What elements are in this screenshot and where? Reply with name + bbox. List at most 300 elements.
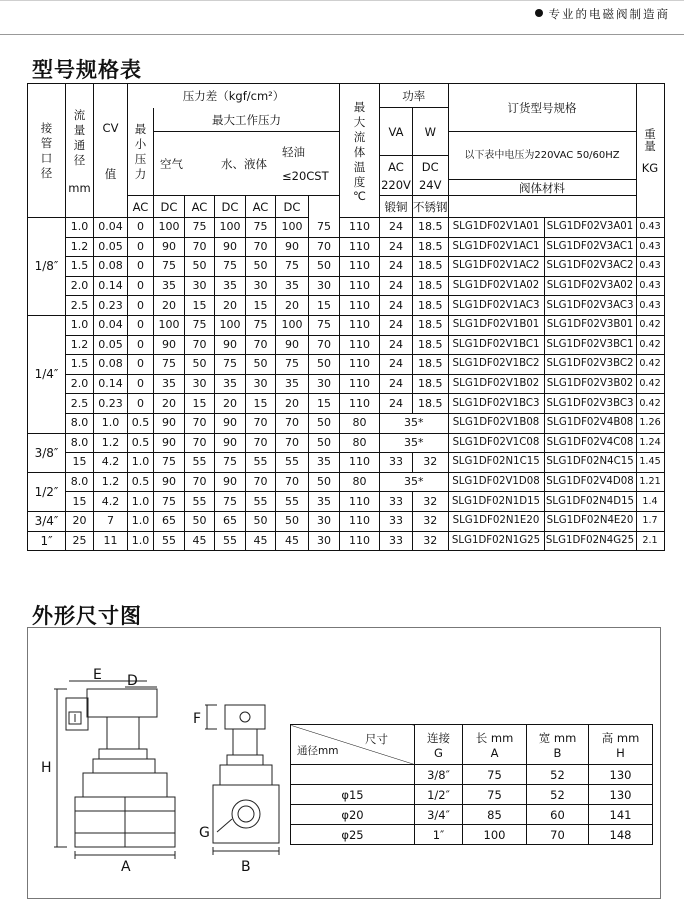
table-cell: 8.0 xyxy=(66,413,94,433)
table-cell: 52 xyxy=(527,785,589,805)
table-cell: SLG1DF02V4B08 xyxy=(544,413,636,433)
dim-header-wid: 宽 mm B xyxy=(527,725,589,765)
table-cell: 35 xyxy=(309,453,340,473)
table-cell: 18.5 xyxy=(413,296,449,316)
table-cell: 35 xyxy=(154,276,185,296)
col-weight-header: 重量 KG xyxy=(636,84,664,218)
table-cell: 70 xyxy=(276,472,309,492)
table-cell: 110 xyxy=(340,218,380,238)
table-cell: 1.2 xyxy=(66,237,94,257)
table-cell: 0.43 xyxy=(636,257,664,277)
table-cell: 15 xyxy=(185,296,215,316)
table-cell: 3/4″ xyxy=(415,805,463,825)
table-cell: 45 xyxy=(276,531,309,551)
table-cell: SLG1DF02V1AC2 xyxy=(448,257,544,277)
table-row xyxy=(28,374,665,394)
table-cell: SLG1DF02V1A01 xyxy=(448,218,544,238)
table-cell: 70 xyxy=(246,433,276,453)
table-cell: 80 xyxy=(340,413,380,433)
table-cell: 0.08 xyxy=(94,257,128,277)
table-cell: 15 xyxy=(185,394,215,414)
table-row xyxy=(291,765,653,785)
table-cell: 70 xyxy=(527,825,589,845)
power-blank xyxy=(309,196,380,218)
table-cell: 18.5 xyxy=(413,276,449,296)
table-cell: 35* xyxy=(380,413,449,433)
label-h: H xyxy=(41,760,52,776)
table-cell: 75 xyxy=(309,315,340,335)
table-cell: 90 xyxy=(154,433,185,453)
table-cell: SLG1DF02V1B02 xyxy=(448,374,544,394)
pipe-size-cell: 3/8″ xyxy=(28,433,66,472)
sub-ac-oil: AC xyxy=(246,196,276,218)
table-cell: 7 xyxy=(94,511,128,531)
oil-header: 轻油 ≤20CST xyxy=(276,132,340,196)
table-cell: 52 xyxy=(527,765,589,785)
table-cell: 1.0 xyxy=(128,492,154,512)
table-row xyxy=(291,805,653,825)
table-cell: 55 xyxy=(185,453,215,473)
table-cell: 24 xyxy=(380,218,413,238)
table-cell: SLG1DF02V1A02 xyxy=(448,276,544,296)
table-cell: 0.14 xyxy=(94,276,128,296)
table-cell: SLG1DF02V3A01 xyxy=(544,218,636,238)
table-cell: 75 xyxy=(215,355,246,375)
sub-dc-water: DC xyxy=(215,196,246,218)
table-cell: 1.2 xyxy=(94,433,128,453)
table-cell: 65 xyxy=(154,511,185,531)
water-header: 水、液体 xyxy=(215,132,276,196)
table-cell: SLG1DF02V1BC3 xyxy=(448,394,544,414)
label-d: D xyxy=(127,673,138,689)
table-cell: 0.43 xyxy=(636,218,664,238)
table-cell: 110 xyxy=(340,355,380,375)
table-cell: SLG1DF02N4G25 xyxy=(544,531,636,551)
table-cell: 20 xyxy=(215,394,246,414)
table-cell: SLG1DF02V1B08 xyxy=(448,413,544,433)
voltage-note: 以下表中电压为220VAC 50/60HZ xyxy=(448,132,636,180)
table-row xyxy=(28,355,665,375)
table-cell: 70 xyxy=(276,413,309,433)
table-cell: 130 xyxy=(589,785,653,805)
dim-header-len: 长 mm A xyxy=(463,725,527,765)
table-cell: 24 xyxy=(380,237,413,257)
table-cell: 141 xyxy=(589,805,653,825)
table-cell: 1/2″ xyxy=(415,785,463,805)
col-pipe-header: 接管口径 xyxy=(28,84,66,218)
table-cell: 75 xyxy=(154,355,185,375)
table-row xyxy=(28,433,665,453)
table-cell: 0 xyxy=(128,237,154,257)
table-cell: 2.0 xyxy=(66,276,94,296)
table-cell: 35* xyxy=(380,472,449,492)
table-cell: 100 xyxy=(463,825,527,845)
table-cell: 33 xyxy=(380,531,413,551)
table-cell: 50 xyxy=(309,257,340,277)
col-min-pressure-header: 最小压力 xyxy=(128,108,154,196)
table-cell: 50 xyxy=(309,355,340,375)
table-cell: 45 xyxy=(185,531,215,551)
spec-section-title: 型号规格表 xyxy=(32,58,142,82)
table-cell: 25 xyxy=(66,531,94,551)
dimension-table xyxy=(290,724,653,845)
table-cell: 0.14 xyxy=(94,374,128,394)
table-cell: 50 xyxy=(276,511,309,531)
pipe-size-cell: 3/4″ xyxy=(28,511,66,531)
table-cell: 90 xyxy=(154,237,185,257)
table-row xyxy=(28,257,665,277)
table-cell: 55 xyxy=(154,531,185,551)
label-g: G xyxy=(199,825,210,841)
table-cell: 30 xyxy=(309,276,340,296)
table-cell: SLG1DF02V1BC1 xyxy=(448,335,544,355)
table-cell: 65 xyxy=(215,511,246,531)
pipe-size-cell: 1/4″ xyxy=(28,315,66,433)
table-cell: 50 xyxy=(246,511,276,531)
brass-header: 锻铜 xyxy=(380,196,413,218)
table-row xyxy=(28,335,665,355)
table-cell: 1.21 xyxy=(636,472,664,492)
table-cell: 110 xyxy=(340,511,380,531)
table-cell: 1.5 xyxy=(66,257,94,277)
table-cell: 0.43 xyxy=(636,237,664,257)
sub-ac-water: AC xyxy=(185,196,215,218)
table-row xyxy=(28,394,665,414)
table-cell: 24 xyxy=(380,335,413,355)
table-cell: SLG1DF02V3AC2 xyxy=(544,257,636,277)
table-cell: 0 xyxy=(128,218,154,238)
table-cell: 110 xyxy=(340,276,380,296)
table-cell: SLG1DF02N4D15 xyxy=(544,492,636,512)
pressure-diff-header: 压力差（kgf/cm²） xyxy=(128,84,340,108)
table-cell: 0.5 xyxy=(128,433,154,453)
table-cell: 110 xyxy=(340,394,380,414)
table-cell: 70 xyxy=(276,433,309,453)
table-row xyxy=(28,296,665,316)
table-cell: 50 xyxy=(185,511,215,531)
table-cell: SLG1DF02N1G25 xyxy=(448,531,544,551)
table-row xyxy=(28,492,665,512)
tagline xyxy=(535,6,671,22)
table-cell: 50 xyxy=(309,413,340,433)
table-cell: 70 xyxy=(246,413,276,433)
table-cell: 90 xyxy=(276,237,309,257)
table-cell: 110 xyxy=(340,531,380,551)
table-cell: 1″ xyxy=(415,825,463,845)
table-cell: 32 xyxy=(413,531,449,551)
table-cell: 0.42 xyxy=(636,315,664,335)
table-cell: 75 xyxy=(463,785,527,805)
table-cell: 11 xyxy=(94,531,128,551)
table-cell: 70 xyxy=(309,335,340,355)
va-header: VA xyxy=(380,108,413,156)
table-cell: 45 xyxy=(246,531,276,551)
table-cell: 1.7 xyxy=(636,511,664,531)
table-cell: SLG1DF02V3AC3 xyxy=(544,296,636,316)
table-cell: 15 xyxy=(246,394,276,414)
col-cv-header: CV 值 xyxy=(94,84,128,218)
bullet-icon xyxy=(535,9,543,17)
table-cell: φ15 xyxy=(291,785,415,805)
table-cell: 50 xyxy=(185,355,215,375)
table-cell: 90 xyxy=(215,472,246,492)
table-cell: φ25 xyxy=(291,825,415,845)
table-cell: 60 xyxy=(527,805,589,825)
table-cell: 32 xyxy=(413,492,449,512)
table-cell xyxy=(291,765,415,785)
body-material-header: 阀体材料 xyxy=(448,180,636,196)
table-cell: 100 xyxy=(215,315,246,335)
table-cell: 70 xyxy=(185,335,215,355)
table-cell: SLG1DF02V3AC1 xyxy=(544,237,636,257)
max-pressure-header: 最大工作压力 xyxy=(154,108,340,132)
table-cell: 0.23 xyxy=(94,394,128,414)
table-cell: 0 xyxy=(128,296,154,316)
table-cell: 0.05 xyxy=(94,237,128,257)
table-cell: 75 xyxy=(246,315,276,335)
order-header: 订货型号规格 xyxy=(448,84,636,132)
table-cell: 33 xyxy=(380,453,413,473)
label-f: F xyxy=(193,711,202,727)
table-cell: 24 xyxy=(380,315,413,335)
table-cell: 90 xyxy=(215,433,246,453)
dimension-section-title: 外形尺寸图 xyxy=(32,604,142,628)
table-cell: 110 xyxy=(340,257,380,277)
table-cell: SLG1DF02V3B01 xyxy=(544,315,636,335)
table-cell: 55 xyxy=(246,492,276,512)
table-cell: 30 xyxy=(246,276,276,296)
table-cell: 18.5 xyxy=(413,315,449,335)
table-cell: 110 xyxy=(340,492,380,512)
table-row xyxy=(28,511,665,531)
table-cell: 55 xyxy=(215,531,246,551)
side-coil xyxy=(225,705,265,729)
table-cell: 1.26 xyxy=(636,413,664,433)
table-cell: 75 xyxy=(185,218,215,238)
table-cell: 75 xyxy=(246,218,276,238)
table-cell: SLG1DF02N4C15 xyxy=(544,453,636,473)
table-cell: 90 xyxy=(215,237,246,257)
table-cell: 90 xyxy=(215,335,246,355)
table-cell: 55 xyxy=(185,492,215,512)
table-row xyxy=(291,825,653,845)
table-cell: SLG1DF02N1C15 xyxy=(448,453,544,473)
table-cell: 50 xyxy=(246,257,276,277)
table-cell: 30 xyxy=(185,276,215,296)
power-header: 功率 xyxy=(380,84,449,108)
table-cell: 0 xyxy=(128,374,154,394)
table-cell: 70 xyxy=(185,413,215,433)
table-cell: 75 xyxy=(154,492,185,512)
table-cell: SLG1DF02V1C08 xyxy=(448,433,544,453)
table-cell: 0.05 xyxy=(94,335,128,355)
label-e: E xyxy=(93,667,102,683)
table-cell: 24 xyxy=(380,276,413,296)
table-cell: 8.0 xyxy=(66,472,94,492)
table-cell: 90 xyxy=(154,472,185,492)
label-a: A xyxy=(121,859,131,875)
table-cell: SLG1DF02V1D08 xyxy=(448,472,544,492)
table-cell: 0.04 xyxy=(94,218,128,238)
dim-header-bore: 通径mm xyxy=(297,745,339,757)
tagline-text: 专业的电磁阀制造商 xyxy=(548,7,670,21)
table-row xyxy=(28,413,665,433)
table-cell: 0.42 xyxy=(636,374,664,394)
table-cell: 1.0 xyxy=(66,315,94,335)
table-cell: 24 xyxy=(380,355,413,375)
table-cell: 70 xyxy=(185,237,215,257)
table-cell: 15 xyxy=(309,394,340,414)
table-cell: 1.4 xyxy=(636,492,664,512)
dc-24-header: DC 24V xyxy=(413,156,449,196)
table-cell: 130 xyxy=(589,765,653,785)
table-cell: 0 xyxy=(128,394,154,414)
table-cell: 75 xyxy=(154,453,185,473)
table-cell: 18.5 xyxy=(413,257,449,277)
table-cell: 35 xyxy=(276,374,309,394)
table-cell: 0.23 xyxy=(94,296,128,316)
dim-header-hei: 高 mm H xyxy=(589,725,653,765)
table-cell: 1.0 xyxy=(128,531,154,551)
table-cell: SLG1DF02V4C08 xyxy=(544,433,636,453)
coil-housing xyxy=(87,689,157,717)
table-cell: 110 xyxy=(340,237,380,257)
table-cell: 90 xyxy=(154,413,185,433)
table-cell: 18.5 xyxy=(413,374,449,394)
table-cell: 24 xyxy=(380,257,413,277)
steel-header: 不锈钢 xyxy=(413,196,449,218)
table-cell: 2.5 xyxy=(66,296,94,316)
table-cell: 1.5 xyxy=(66,355,94,375)
table-cell: 30 xyxy=(246,374,276,394)
table-cell: 20 xyxy=(154,296,185,316)
dim-header-size: 尺寸 xyxy=(365,732,388,746)
table-cell: 75 xyxy=(215,453,246,473)
table-row xyxy=(28,218,665,238)
table-cell: SLG1DF02V1BC2 xyxy=(448,355,544,375)
table-cell: 55 xyxy=(276,453,309,473)
table-cell: 18.5 xyxy=(413,335,449,355)
table-cell: 0 xyxy=(128,257,154,277)
pipe-size-cell: 1/2″ xyxy=(28,472,66,511)
table-cell: 55 xyxy=(246,453,276,473)
table-row xyxy=(28,237,665,257)
table-cell: 18.5 xyxy=(413,218,449,238)
table-cell: 15 xyxy=(246,296,276,316)
table-cell: 3/8″ xyxy=(415,765,463,785)
table-cell: 70 xyxy=(309,237,340,257)
col-flow-header: 流量通径 mm xyxy=(66,84,94,218)
table-cell: 15 xyxy=(66,453,94,473)
table-cell: 70 xyxy=(246,335,276,355)
table-cell: 35 xyxy=(215,276,246,296)
table-cell: SLG1DF02N1D15 xyxy=(448,492,544,512)
table-cell: 70 xyxy=(246,472,276,492)
table-cell: 70 xyxy=(185,472,215,492)
table-cell: 85 xyxy=(463,805,527,825)
table-cell: 1.0 xyxy=(128,453,154,473)
table-row xyxy=(28,315,665,335)
table-cell: 80 xyxy=(340,433,380,453)
table-cell: 0.42 xyxy=(636,335,664,355)
coil-body xyxy=(107,717,139,749)
table-cell: 24 xyxy=(380,296,413,316)
table-row xyxy=(28,276,665,296)
table-cell: 30 xyxy=(309,531,340,551)
table-cell: SLG1DF02V1AC1 xyxy=(448,237,544,257)
table-cell: 0 xyxy=(128,315,154,335)
table-cell: SLG1DF02V3BC2 xyxy=(544,355,636,375)
table-cell: 70 xyxy=(246,237,276,257)
table-cell: SLG1DF02V3A02 xyxy=(544,276,636,296)
table-cell: 75 xyxy=(276,257,309,277)
table-cell: 35 xyxy=(154,374,185,394)
table-cell: 20 xyxy=(215,296,246,316)
table-cell: 1.0 xyxy=(94,413,128,433)
sub-dc-air: DC xyxy=(154,196,185,218)
table-cell: SLG1DF02N1E20 xyxy=(448,511,544,531)
table-cell: 30 xyxy=(185,374,215,394)
table-cell: 33 xyxy=(380,511,413,531)
table-row xyxy=(28,453,665,473)
header-divider xyxy=(0,34,684,35)
table-cell: 18.5 xyxy=(413,355,449,375)
table-cell: 110 xyxy=(340,335,380,355)
pipe-size-cell: 1″ xyxy=(28,531,66,551)
table-cell: 55 xyxy=(276,492,309,512)
table-cell: 1.24 xyxy=(636,433,664,453)
sub-ac-air: AC xyxy=(128,196,154,218)
table-cell: 1.0 xyxy=(128,511,154,531)
table-cell: 50 xyxy=(309,433,340,453)
table-cell: 35 xyxy=(215,374,246,394)
table-cell: SLG1DF02N4E20 xyxy=(544,511,636,531)
table-cell: 18.5 xyxy=(413,237,449,257)
table-cell: 2.1 xyxy=(636,531,664,551)
table-cell: 30 xyxy=(309,511,340,531)
table-cell: 90 xyxy=(215,413,246,433)
table-cell: SLG1DF02V3B02 xyxy=(544,374,636,394)
table-cell: 35 xyxy=(276,276,309,296)
table-cell: 75 xyxy=(215,492,246,512)
table-cell: 80 xyxy=(340,472,380,492)
table-cell: 2.5 xyxy=(66,394,94,414)
col-temp-header: 最大流体温度 ℃ xyxy=(340,84,380,218)
table-cell: 0.43 xyxy=(636,276,664,296)
table-cell: 0 xyxy=(128,276,154,296)
table-cell: 1.0 xyxy=(66,218,94,238)
table-cell: 0 xyxy=(128,335,154,355)
table-cell: 4.2 xyxy=(94,492,128,512)
table-cell: 0.08 xyxy=(94,355,128,375)
table-cell: 24 xyxy=(380,374,413,394)
table-row xyxy=(28,472,665,492)
table-cell: 20 xyxy=(66,511,94,531)
table-cell: 32 xyxy=(413,511,449,531)
side-valve-body xyxy=(213,785,279,843)
table-cell: 20 xyxy=(154,394,185,414)
table-cell: 0.43 xyxy=(636,296,664,316)
w-header: W xyxy=(413,108,449,156)
table-cell: 8.0 xyxy=(66,433,94,453)
table-cell: 0.5 xyxy=(128,413,154,433)
table-cell: 24 xyxy=(380,394,413,414)
table-cell: 75 xyxy=(276,355,309,375)
table-cell: 100 xyxy=(215,218,246,238)
table-cell: 18.5 xyxy=(413,394,449,414)
table-cell: SLG1DF02V3BC3 xyxy=(544,394,636,414)
table-cell: 110 xyxy=(340,453,380,473)
